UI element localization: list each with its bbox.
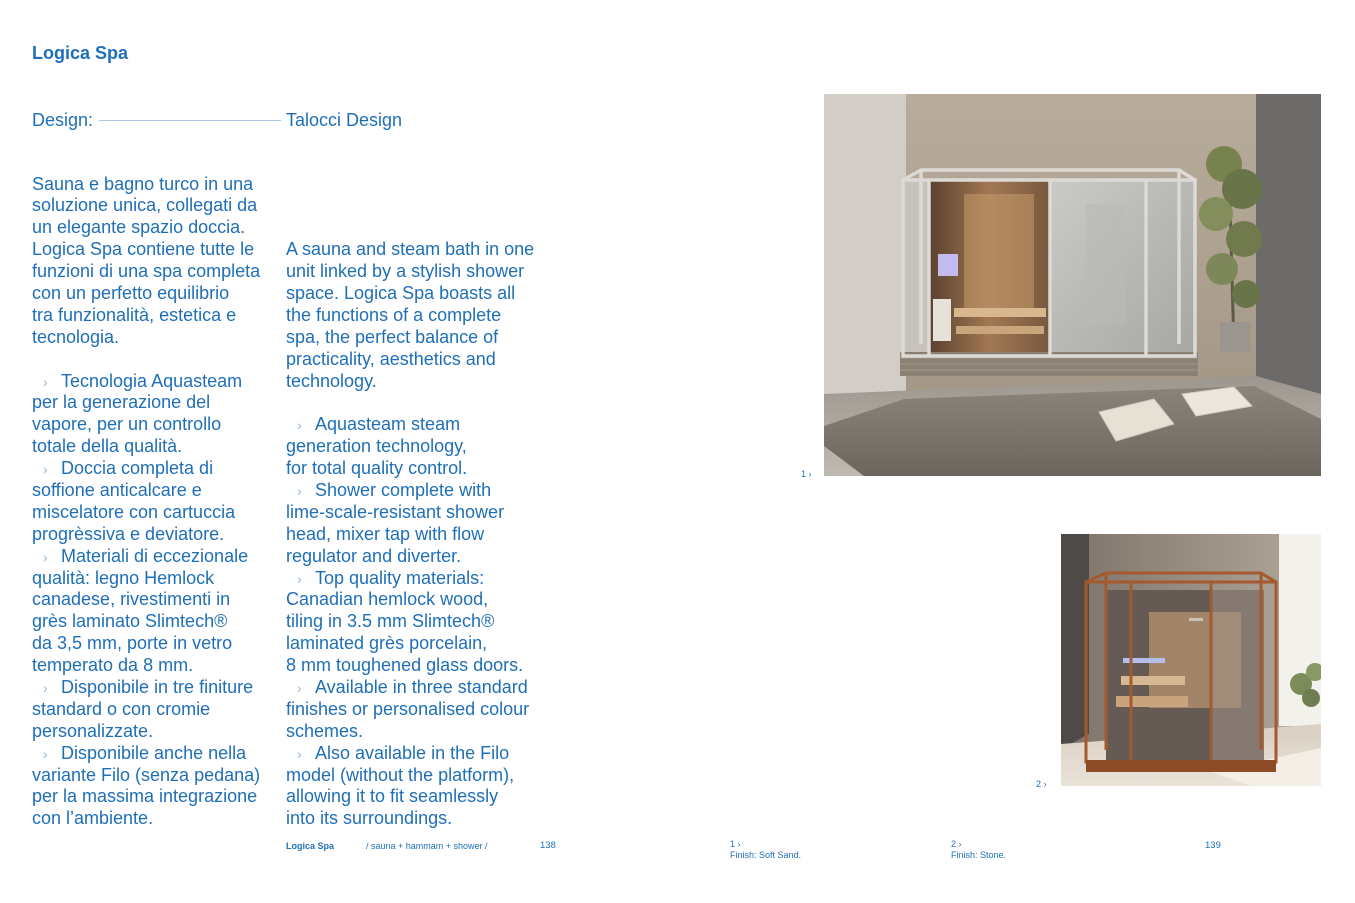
photo-1-sauna-back-panel xyxy=(964,194,1034,309)
it-intro-line: Logica Spa contiene tutte le xyxy=(32,239,255,260)
photo-1-image xyxy=(824,94,1321,476)
photo-2-cube-base xyxy=(1086,760,1276,772)
photo-1-sauna-bench xyxy=(954,308,1046,317)
photo-2-shower-head xyxy=(1189,618,1203,621)
en-feature-line xyxy=(286,611,534,633)
it-feature-text: personalizzate. xyxy=(32,720,154,741)
en-feature-text: model (without the platform), xyxy=(286,764,515,785)
it-feature-text: progrèssiva e deviatore. xyxy=(32,523,225,544)
it-feature-item xyxy=(32,546,260,677)
it-feature-text: miscelatore con cartuccia xyxy=(32,501,236,522)
it-intro-line: soluzione unica, collegati da xyxy=(32,195,258,216)
it-feature-text: standard o con cromie xyxy=(32,698,211,719)
it-feature-item xyxy=(32,371,260,459)
photo-2-caption: 2 › xyxy=(1036,779,1047,789)
en-feature-line xyxy=(286,765,534,787)
it-feature-text: Disponibile anche nella xyxy=(61,742,247,763)
it-feature-line xyxy=(32,502,260,524)
en-feature-line xyxy=(286,436,534,458)
it-intro-line: Sauna e bagno turco in una xyxy=(32,173,254,194)
bullet-chevron-icon: › xyxy=(43,461,48,478)
bullet-chevron-icon: › xyxy=(297,570,302,587)
footer-note-1-number: 1 › xyxy=(730,839,741,849)
en-intro-line: the functions of a complete xyxy=(286,304,502,325)
en-feature-text: laminated grès porcelain, xyxy=(286,633,488,654)
en-feature-text: Shower complete with xyxy=(315,479,492,500)
en-feature-item xyxy=(286,414,534,480)
photo-1-tree-pot xyxy=(1220,322,1250,352)
it-intro-line: tra funzionalità, estetica e xyxy=(32,304,237,325)
en-feature-line xyxy=(286,414,534,436)
en-feature-text: allowing it to fit seamlessly xyxy=(286,786,499,807)
page-number-right: 139 xyxy=(1205,840,1221,851)
it-feature-line xyxy=(32,765,260,787)
photo-1-foliage xyxy=(1226,221,1262,257)
en-feature-text: Available in three standard xyxy=(315,677,528,697)
it-feature-text: variante Filo (senza pedana) xyxy=(32,764,261,785)
photo-2-image xyxy=(1061,534,1321,786)
en-feature-text: finishes or personalised colour xyxy=(286,698,530,719)
bullet-chevron-icon: › xyxy=(297,680,302,696)
bullet-chevron-icon: › xyxy=(43,548,48,565)
it-feature-line xyxy=(32,786,260,808)
photo-1-foliage xyxy=(1232,280,1260,308)
footer-note-2-text: Finish: Stone. xyxy=(951,850,1007,860)
it-intro-line: funzioni di una spa completa xyxy=(32,261,261,282)
it-feature-item xyxy=(32,743,260,831)
en-feature-line xyxy=(286,480,534,502)
en-feature-text: 8 mm toughened glass doors. xyxy=(286,655,524,676)
bullet-chevron-icon: › xyxy=(297,745,302,762)
it-feature-text: grès laminato Slimtech® xyxy=(32,611,228,632)
designer-name: Talocci Design xyxy=(286,110,403,130)
bullet-chevron-icon: › xyxy=(43,373,48,390)
it-feature-text: da 3,5 mm, porte in vetro xyxy=(32,633,233,654)
italian-text-column xyxy=(32,174,260,831)
english-text-column xyxy=(286,239,534,830)
bullet-chevron-icon: › xyxy=(297,482,302,499)
it-intro-line: un elegante spazio doccia. xyxy=(32,217,246,238)
it-feature-text: vapore, per un controllo xyxy=(32,414,222,435)
design-divider xyxy=(99,120,281,121)
en-feature-text: Also available in the Filo xyxy=(315,742,510,763)
en-feature-line xyxy=(286,743,534,765)
en-intro-line: practicality, aesthetics and xyxy=(286,348,496,369)
en-feature-text: tiling in 3.5 mm Slimtech® xyxy=(286,611,495,632)
footer-note-2-number: 2 › xyxy=(951,839,962,849)
en-intro-line: technology. xyxy=(286,370,377,391)
en-feature-line xyxy=(286,786,534,808)
it-feature-line xyxy=(32,371,260,393)
photo-1-caption: 1 › xyxy=(801,469,812,479)
en-feature-line xyxy=(286,502,534,524)
it-feature-text: per la massima integrazione xyxy=(32,786,258,807)
en-feature-item xyxy=(286,677,534,743)
photo-1-light-panel xyxy=(938,254,958,276)
en-feature-text: schemes. xyxy=(286,720,364,741)
en-feature-item xyxy=(286,743,534,831)
footer-product-name: Logica Spa xyxy=(286,841,335,851)
it-feature-line xyxy=(32,808,260,830)
en-feature-line xyxy=(286,568,534,590)
it-feature-item xyxy=(32,677,260,743)
en-feature-line xyxy=(286,677,534,699)
it-feature-line xyxy=(32,436,260,458)
it-feature-text: soffione anticalcare e xyxy=(32,479,202,500)
en-intro-line: A sauna and steam bath in one xyxy=(286,239,535,260)
en-intro-line: space. Logica Spa boasts all xyxy=(286,282,516,303)
en-intro-line: unit linked by a stylish shower xyxy=(286,261,525,282)
en-feature-text: head, mixer tap with flow xyxy=(286,523,485,544)
en-feature-text: for total quality control. xyxy=(286,458,468,479)
en-feature-line xyxy=(286,655,534,677)
en-feature-line xyxy=(286,458,534,480)
design-label: Design: xyxy=(32,110,94,130)
bullet-chevron-icon: › xyxy=(43,745,48,762)
en-feature-line xyxy=(286,721,534,743)
photo-1 xyxy=(824,94,1321,476)
it-intro-line: con un perfetto equilibrio xyxy=(32,282,230,303)
en-intro-line: spa, the perfect balance of xyxy=(286,326,499,347)
italian-intro-paragraph xyxy=(32,174,260,349)
photo-2-plant xyxy=(1302,689,1320,707)
en-feature-line xyxy=(286,633,534,655)
page-title: Logica Spa xyxy=(32,43,129,63)
it-feature-text: temperato da 8 mm. xyxy=(32,655,194,676)
photo-2-glass-panel xyxy=(1211,590,1264,760)
it-feature-text: Doccia completa di xyxy=(61,458,214,479)
photo-1-sauna-lower-bench xyxy=(956,326,1044,334)
en-feature-text: regulator and diverter. xyxy=(286,545,462,566)
photo-2 xyxy=(1061,534,1321,786)
photo-1-glass-reflection xyxy=(1086,204,1126,324)
it-feature-text: per la generazione del xyxy=(32,392,211,413)
it-feature-text: qualità: legno Hemlock xyxy=(32,567,215,588)
en-feature-item xyxy=(286,480,534,568)
photo-1-left-wall xyxy=(824,94,906,394)
it-feature-line xyxy=(32,568,260,590)
it-feature-line xyxy=(32,458,260,480)
it-feature-line xyxy=(32,743,260,765)
it-feature-text: Tecnologia Aquasteam xyxy=(61,370,243,391)
en-feature-line xyxy=(286,808,534,830)
it-feature-line xyxy=(32,546,260,568)
photo-2-light-strip xyxy=(1123,658,1165,663)
it-feature-line xyxy=(32,655,260,677)
page-number-left: 138 xyxy=(540,840,556,851)
photo-2-lower-bench xyxy=(1116,696,1188,707)
it-feature-text: Disponibile in tre finiture xyxy=(61,676,254,697)
en-feature-text: Top quality materials: xyxy=(315,567,485,588)
it-feature-text: totale della qualità. xyxy=(32,436,183,457)
en-feature-text: generation technology, xyxy=(286,436,467,457)
en-feature-text: into its surroundings. xyxy=(286,808,453,829)
photo-1-foliage xyxy=(1206,253,1238,285)
en-feature-line xyxy=(286,524,534,546)
it-feature-line xyxy=(32,392,260,414)
it-feature-line xyxy=(32,699,260,721)
it-feature-line xyxy=(32,480,260,502)
en-feature-text: Canadian hemlock wood, xyxy=(286,589,489,610)
bullet-chevron-icon: › xyxy=(43,679,48,696)
photo-1-towel xyxy=(933,299,951,341)
it-feature-text: canadese, rivestimenti in xyxy=(32,589,231,610)
en-feature-item xyxy=(286,568,534,677)
en-feature-line xyxy=(286,699,534,721)
it-feature-line xyxy=(32,633,260,655)
it-feature-line xyxy=(32,611,260,633)
it-feature-line xyxy=(32,524,260,546)
it-feature-line xyxy=(32,721,260,743)
it-feature-line xyxy=(32,589,260,611)
it-intro-line: tecnologia. xyxy=(32,326,120,347)
photo-1-foliage xyxy=(1199,197,1233,231)
it-feature-line xyxy=(32,414,260,436)
en-feature-line xyxy=(286,546,534,568)
it-feature-line xyxy=(32,677,260,699)
en-feature-text: lime-scale-resistant shower xyxy=(286,501,505,522)
italian-feature-list xyxy=(32,371,260,831)
en-feature-text: Aquasteam steam xyxy=(315,414,461,435)
footer-note-1-text: Finish: Soft Sand. xyxy=(730,850,802,860)
footer-category-tags: / sauna + hammam + shower / xyxy=(366,841,488,851)
it-feature-text: Materiali di eccezionale xyxy=(61,545,249,566)
english-feature-list xyxy=(286,414,534,830)
english-intro-paragraph xyxy=(286,239,534,392)
it-feature-text: con l’ambiente. xyxy=(32,808,154,829)
it-feature-item xyxy=(32,458,260,546)
en-feature-line xyxy=(286,589,534,611)
bullet-chevron-icon: › xyxy=(297,417,302,434)
photo-1-left-glass xyxy=(903,180,929,352)
